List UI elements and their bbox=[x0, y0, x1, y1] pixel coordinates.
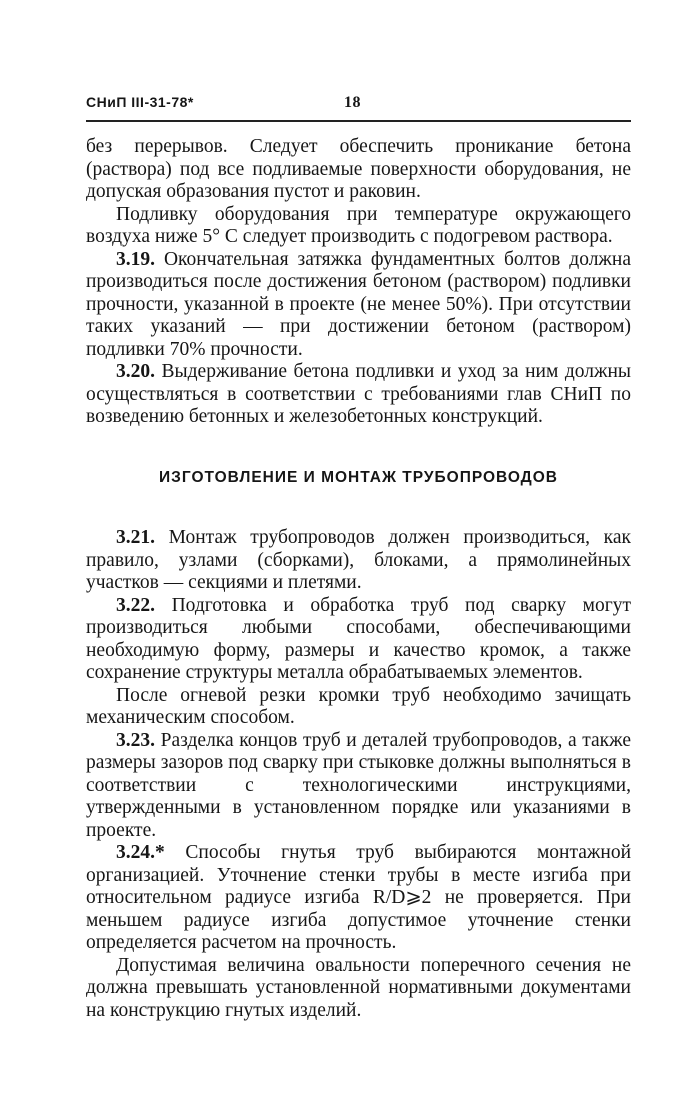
clause-number: 3.22. bbox=[116, 594, 155, 616]
page-number: 18 bbox=[344, 94, 361, 111]
clause-text: Окончательная затяжка фундаментных болтов должна производиться после достижения бетоном (раствором) подливки прочности, указанной в проекте (не менее 50%). При отсутствии таких указаний — при достижении бетоном (раствором) подливки 70% прочности. bbox=[86, 248, 631, 360]
document-code: СНиП III-31-78* bbox=[86, 94, 194, 110]
clause-number: 3.20. bbox=[116, 361, 155, 382]
page-header bbox=[86, 90, 631, 114]
clause-number: 3.23. bbox=[116, 729, 155, 751]
document-body bbox=[86, 136, 631, 1022]
paragraph: После огневой резки кромки труб необходимо зачищать механическим способом. bbox=[86, 684, 631, 728]
clause-number: 3.24.* bbox=[116, 842, 165, 863]
clause-3-22 bbox=[86, 595, 631, 685]
clause-number: 3.21. bbox=[116, 527, 155, 548]
clause-3-24 bbox=[86, 842, 631, 955]
clause-number: 3.19. bbox=[116, 248, 155, 270]
clause-text: Способы гнутья труб выбираются монтажной организацией. Уточнение стенки трубы в месте изгиба при относительном радиусе изгиба R/D⩾2 не проверяется. При меньшем радиусе изгиба допустимое уточнение стенки определяется расчетом на прочность. bbox=[86, 842, 632, 953]
clause-3-21 bbox=[86, 527, 631, 595]
document-page bbox=[86, 90, 632, 1021]
clause-text: Подготовка и обработка труб под сварку могут производиться любыми способами, обеспечивающими необходимую форму, размеры и качество кромок, а также сохранение структуры металла обрабатываемых элементов. bbox=[86, 594, 631, 683]
header-divider bbox=[86, 120, 631, 122]
clause-text: Выдерживание бетона подливки и уход за ним должны осуществляться в соответствии с требованиями глав СНиП по возведению бетонных и железобетонных конструкций. bbox=[86, 361, 631, 427]
section-title: ИЗГОТОВЛЕНИЕ И МОНТАЖ ТРУБОПРОВОДОВ bbox=[159, 468, 558, 486]
paragraph: Допустимая величина овальности поперечного сечения не должна превышать установленной нормативными документами на конструкцию гнутых изделий. bbox=[86, 954, 631, 1021]
paragraph: Подливку оборудования при температуре окружающего воздуха ниже 5° С следует производить с подогревом раствора. bbox=[86, 203, 631, 247]
paragraph: без перерывов. Следует обеспечить проникание бетона (раствора) под все подливаемые поверхности оборудования, не допуская образования пустот и раковин. bbox=[86, 136, 631, 202]
clause-3-23 bbox=[86, 730, 631, 843]
clause-text: Монтаж трубопроводов должен производиться, как правило, узлами (сборками), блоками, а прямолинейных участков — секциями и плетями. bbox=[86, 527, 631, 593]
clause-3-20 bbox=[86, 361, 631, 429]
clause-3-19 bbox=[86, 249, 631, 362]
clause-text: Разделка концов труб и деталей трубопроводов, а также размеры зазоров под сварку при стыковке должны выполняться в соответствии с технологическими инструкциями, утвержденными в установленном порядке или указаниями в проекте. bbox=[86, 729, 631, 841]
